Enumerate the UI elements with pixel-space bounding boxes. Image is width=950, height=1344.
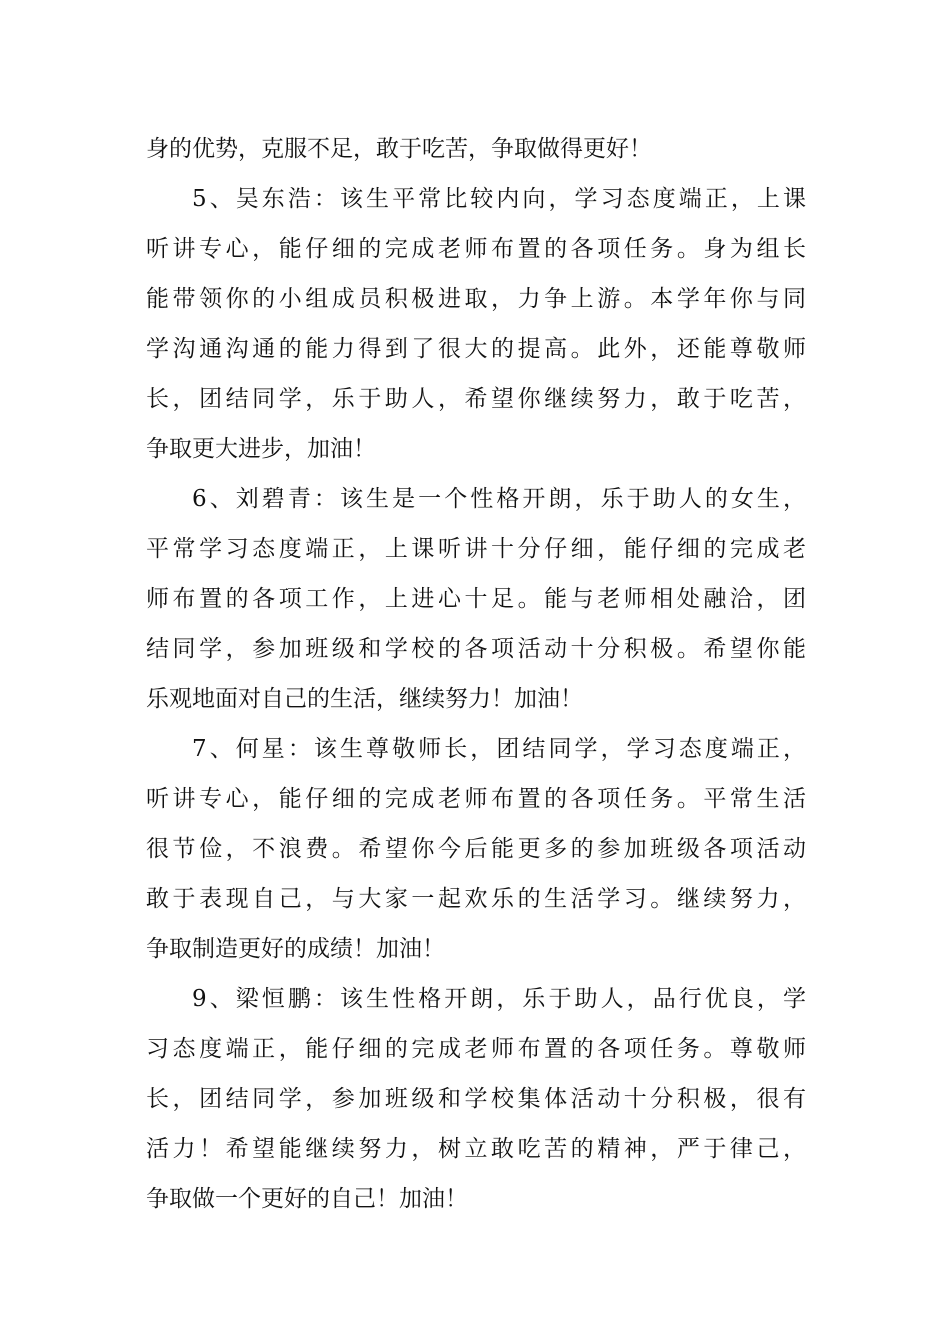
text-line-12: 乐观地面对自己的生活，继续努力！加油！ (146, 686, 583, 712)
text-line-1: 身的优势，克服不足，敢于吃苦，争取做得更好！ (146, 136, 652, 162)
text-line-6: 长，团结同学，乐于助人，希望你继续努力，敢于吃苦， (146, 386, 806, 412)
text-line-21: 活力！希望能继续努力，树立敢吃苦的精神，严于律己， (146, 1136, 806, 1162)
text-line-2: 5、吴东浩：该生平常比较内向，学习态度端正，上课 (192, 186, 806, 212)
text-line-19: 习态度端正，能仔细的完成老师布置的各项任务。尊敬师 (146, 1036, 806, 1062)
text-line-3: 听讲专心，能仔细的完成老师布置的各项任务。身为组长 (146, 236, 806, 262)
text-line-20: 长，团结同学，参加班级和学校集体活动十分积极，很有 (146, 1086, 806, 1112)
text-line-11: 结同学，参加班级和学校的各项活动十分积极。希望你能 (146, 636, 806, 662)
text-line-8: 6、刘碧青：该生是一个性格开朗，乐于助人的女生， (192, 486, 806, 512)
text-line-18: 9、梁恒鹏：该生性格开朗，乐于助人，品行优良，学 (192, 986, 806, 1012)
text-line-17: 争取制造更好的成绩！加油！ (146, 936, 445, 962)
text-line-16: 敢于表现自己，与大家一起欢乐的生活学习。继续努力， (146, 886, 806, 912)
text-line-10: 师布置的各项工作，上进心十足。能与老师相处融洽，团 (146, 586, 806, 612)
text-line-7: 争取更大进步，加油！ (146, 436, 376, 462)
document-body (146, 124, 806, 1224)
text-line-13: 7、何星：该生尊敬师长，团结同学，学习态度端正， (192, 736, 806, 762)
text-line-9: 平常学习态度端正，上课听讲十分仔细，能仔细的完成老 (146, 536, 806, 562)
text-line-4: 能带领你的小组成员积极进取，力争上游。本学年你与同 (146, 286, 806, 312)
text-line-14: 听讲专心，能仔细的完成老师布置的各项任务。平常生活 (146, 786, 806, 812)
text-line-5: 学沟通沟通的能力得到了很大的提高。此外，还能尊敬师 (146, 336, 806, 362)
text-line-22: 争取做一个更好的自己！加油！ (146, 1186, 468, 1212)
text-line-15: 很节俭，不浪费。希望你今后能更多的参加班级各项活动 (146, 836, 806, 862)
